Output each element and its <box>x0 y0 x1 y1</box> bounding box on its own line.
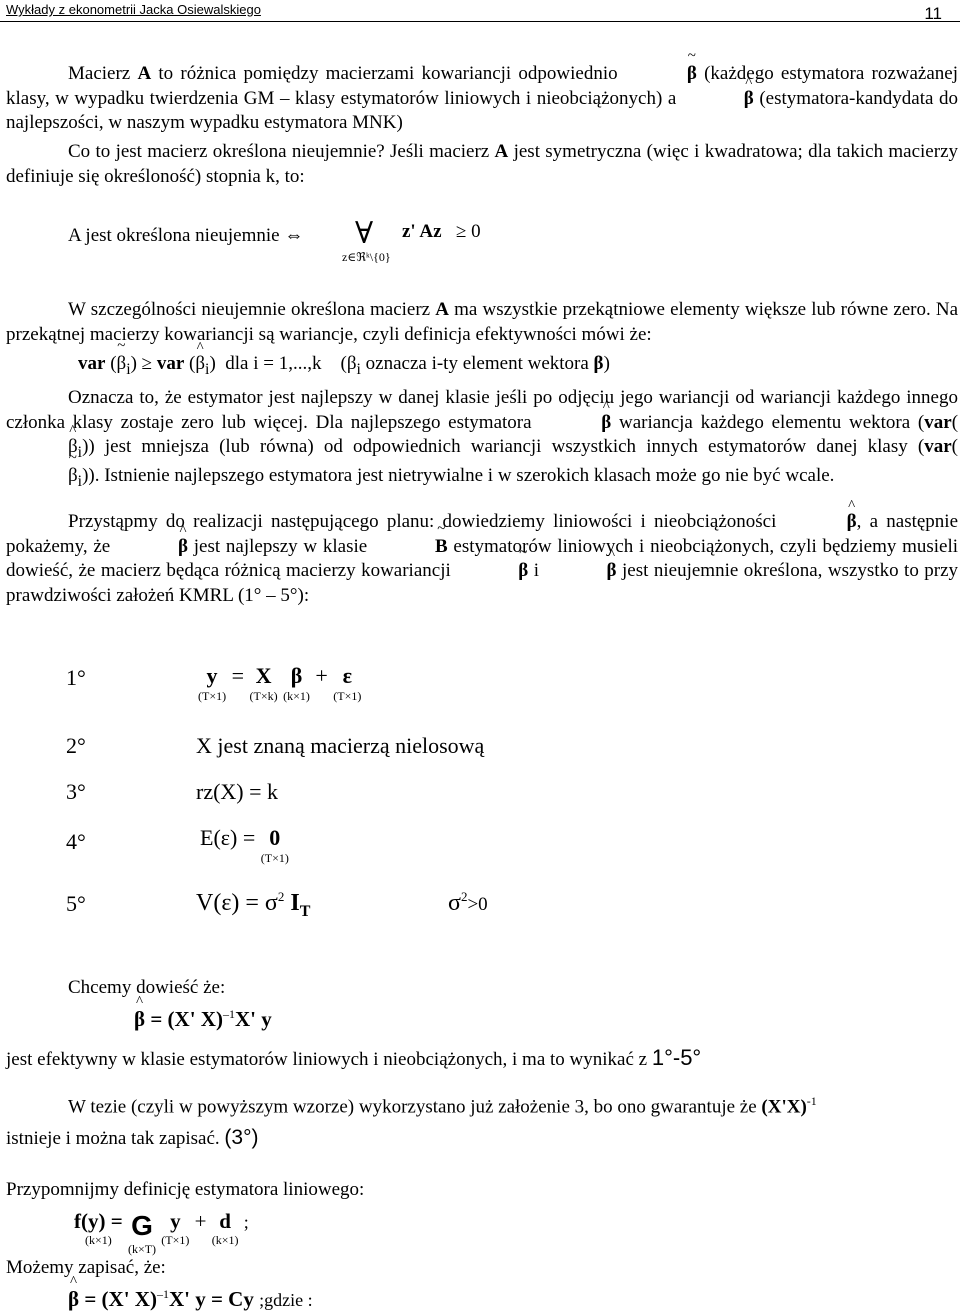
vec-epsilon: ε <box>342 663 353 688</box>
subscript: i <box>126 360 131 378</box>
formula-part: = Cy <box>210 1287 254 1311</box>
text: ). Istnienie najlepszego estymatora jest nietrywialne i w szerokich klasach może go nie być wcale. <box>88 464 835 486</box>
goal-text: Chcemy dowieść że: <box>68 977 226 998</box>
matrix-a: A <box>494 141 509 162</box>
text: Oznacza to, że estymator jest najlepszy w danej klasie jeśli po odjęciu jego wariancji od wariancji każdego innego członka klasy zostaje zero lub więcej. Dla najlepszego estymatora <box>6 387 958 433</box>
formula-part: = (X' X) <box>84 1287 157 1311</box>
dim-label: (T×1) <box>198 688 227 703</box>
ols-linear-form <box>68 1286 313 1313</box>
text: i <box>533 560 540 582</box>
superscript: –1 <box>156 1287 169 1301</box>
beta-hat: ^ β <box>195 352 205 377</box>
text: Macierz <box>68 63 131 84</box>
class-b: ~ B <box>373 535 448 560</box>
dim-label: (k×1) <box>84 1233 112 1248</box>
equals: = <box>231 663 245 688</box>
dim-label: (k×1) <box>283 688 310 703</box>
text: jest najlepszy w klasie <box>193 535 368 557</box>
matrix-a: A <box>435 299 449 320</box>
variance: V(ε) = σ <box>196 890 278 916</box>
text: jest symetryczna (więc i kwadratowa; dla takich macierzy definiuje się określoność) stopnia k, to: <box>6 141 959 187</box>
gt-zero: >0 <box>467 894 488 915</box>
matrix-x: X <box>255 663 272 688</box>
assumption-number: 2° <box>66 733 86 758</box>
beta-tilde: ~ β <box>625 62 697 87</box>
superscript: –1 <box>222 1007 235 1021</box>
dim-label: (T×k) <box>249 688 278 703</box>
dim-label: (T×1) <box>161 1233 190 1248</box>
definition-lhs: A jest określona nieujemnie ⇔ <box>68 225 304 246</box>
beta-hat: ^ β <box>785 510 857 535</box>
paragraph-definiteness <box>6 140 958 189</box>
dim-label: (k×T) <box>127 1242 157 1257</box>
text: (estymatora-kandydata do najlepszości, w naszym wypadku estymatora MNK) <box>6 87 958 134</box>
beta-vector: β <box>593 353 604 374</box>
dim-label: (k×1) <box>211 1233 239 1248</box>
subscript: T <box>299 902 311 920</box>
assumption-text: X jest znaną macierzą nielosową <box>196 733 485 758</box>
beta-hat: ^ β <box>545 559 617 584</box>
beta-hat: ^ β <box>68 1286 79 1313</box>
plus: + <box>194 1209 207 1233</box>
formula-part: X' y <box>234 1007 272 1031</box>
sigma: σ <box>448 890 461 916</box>
ols-formula <box>134 1006 272 1033</box>
zero-vector: 0 <box>269 825 281 850</box>
assumption-5-variance <box>196 888 310 923</box>
page-number: 11 <box>924 4 942 23</box>
text: ma wszystkie przekątniowe elementy większe lub równe zero. Na przekątnej macierzy kowariancji są wariancje, czyli definicja efektywności mówi że: <box>6 299 959 345</box>
ge-symbol: ≥ <box>141 353 153 374</box>
subscript: i <box>77 472 83 490</box>
forall-symbol: ∀ <box>355 217 374 250</box>
beta-hat: ^ β <box>682 87 754 112</box>
assumption-ref: (3°) <box>224 1126 259 1150</box>
plus: + <box>315 663 328 688</box>
text: ) jest mniejsza (lub równa) od odpowiednich wariancji wszystkich innych estymatorów danej klasy ( <box>88 436 925 458</box>
text: to różnica pomiędzy macierzami kowariancji odpowiednio <box>158 63 618 84</box>
var-label: var <box>78 353 106 374</box>
sigma-positive <box>448 888 488 919</box>
assumption-number: 3° <box>66 779 86 804</box>
index-range: dla i = 1,...,k <box>225 353 322 374</box>
header-rule <box>0 21 960 22</box>
vec-d: d <box>219 1209 231 1233</box>
text: estymatorów liniowych i nieobciążonych, czyli będziemy musieli dowieść, że macierz będąca różnicą macierzy kowariancji <box>6 535 959 582</box>
var-label: var <box>156 353 185 374</box>
assumption-range: 1°-5° <box>651 1045 702 1070</box>
note-open: (β <box>340 353 357 374</box>
text: W tezie (czyli w powyższym wzorze) wykorzystano już założenie 3, bo ono gwarantuje że <box>68 1096 757 1118</box>
efficiency-inequality: var (~ $\beta_i$) ≥ var (^ $\beta_i$) dla i = 1,...,k ($\beta_i$ oznacza i-ty element wektora β) <box>78 352 610 380</box>
beta-hat: ^ β <box>6 435 78 460</box>
linear-estimator-text: Przypomnijmy definicję estymatora liniowego: <box>6 1179 365 1200</box>
text: jest nieujemnie określona, wszystko to przy prawdziwości założeń KMRL (1° – 5°): <box>6 560 959 607</box>
text: Przystąpmy do realizacji następującego planu: dowiedziemy liniowości i nieobciążoności <box>68 511 777 532</box>
assumption-number: 4° <box>66 829 86 854</box>
text: istnieje i można tak zapisać. <box>6 1128 220 1150</box>
beta-hat: ^ β <box>134 1006 145 1033</box>
paragraph-efficient <box>6 1044 701 1073</box>
formula-part: = (X' X) <box>150 1007 223 1031</box>
text: , a następnie pokażemy, że <box>6 511 959 557</box>
text: W szczególności nieujemnie określona macierz <box>68 299 431 320</box>
identity-matrix: I <box>290 890 300 916</box>
text: Co to jest macierz określona nieujemnie? Jeśli macierz <box>68 141 490 162</box>
dim-label: (T×1) <box>333 688 362 703</box>
superscript: 2 <box>460 889 468 904</box>
ge-zero: ≥ 0 <box>456 221 481 242</box>
var-label: var <box>924 411 952 433</box>
can-write-text: Możemy zapisać, że: <box>6 1257 166 1278</box>
beta-hat: ^ β <box>116 535 188 560</box>
dim-label: (T×1) <box>260 850 289 865</box>
paragraph-thesis <box>6 1094 958 1152</box>
function-f: f(y) = <box>74 1209 123 1233</box>
text: wariancja każdego elementu wektora ( <box>619 411 925 433</box>
vec-y: y <box>206 663 218 688</box>
assumption-text: rz(X) = k <box>196 779 279 804</box>
formula-part: X' y <box>168 1287 206 1311</box>
beta-tilde: ~ β <box>6 464 78 489</box>
subscript: i <box>205 360 210 378</box>
paragraph-covariance-difference <box>6 62 958 136</box>
text: jest efektywny w klasie estymatorów liniowych i nieobciążonych, i ma to wynikać z <box>6 1049 648 1070</box>
forall-condition: z∈ℜᵏ\{0} <box>342 250 391 264</box>
header-title[interactable]: Wykłady z ekonometrii Jacka Osiewalskiego <box>6 2 261 17</box>
paragraph-best-estimator: Oznacza to, że estymator jest najlepszy w danej klasie jeśli po odjęciu jego wariancji od wariancji każdego innego członka klasy zostaje zero lub więcej. Dla najlepszego estymatora ^ β wariancja każdego elementu wektora (var(^ $\beta_i$)) jest mniejsza (lub równa) od odpowiednich wariancji wszystkich innych estymatorów danej klasy (var(~ $\beta_i$)). Istnienie najlepszego estymatora jest nietrywialne i w szerokich klasach może go nie być wcale. <box>6 386 958 492</box>
superscript: 2 <box>277 889 285 904</box>
vec-beta: β <box>290 663 303 688</box>
beta-hat: ^ β <box>539 411 611 436</box>
note-text: oznacza i-ty element wektora <box>365 353 589 374</box>
beta-tilde: ~ β <box>456 559 528 584</box>
linear-estimator-formula <box>74 1208 249 1258</box>
vec-y: y <box>170 1209 181 1233</box>
subscript: i <box>356 360 361 378</box>
assumption-1-model <box>198 662 361 704</box>
quadratic-form: z' Az <box>402 221 442 242</box>
expectation: E(ε) = <box>200 825 256 850</box>
xx-matrix: (X'X) <box>761 1096 807 1118</box>
paragraph-diagonal <box>6 298 958 347</box>
matrix-a: A <box>137 63 152 84</box>
assumption-number: 5° <box>66 891 86 916</box>
text: (każdego estymatora rozważanej klasy, w wypadku twierdzenia GM – klasy estymatorów liniowych i nieobciążonych) a <box>6 63 958 109</box>
assumption-number: 1° <box>66 665 86 690</box>
assumption-4-mean <box>200 824 289 866</box>
subscript: i <box>77 444 83 462</box>
tail-text: ;gdzie : <box>259 1290 313 1310</box>
var-label: var <box>924 436 952 458</box>
superscript: -1 <box>806 1094 817 1108</box>
matrix-g: G <box>131 1210 153 1241</box>
note-close: ) <box>603 353 610 374</box>
paragraph-plan <box>6 510 958 609</box>
semicolon: ; <box>243 1212 249 1232</box>
beta-tilde: ~ β <box>117 352 127 377</box>
